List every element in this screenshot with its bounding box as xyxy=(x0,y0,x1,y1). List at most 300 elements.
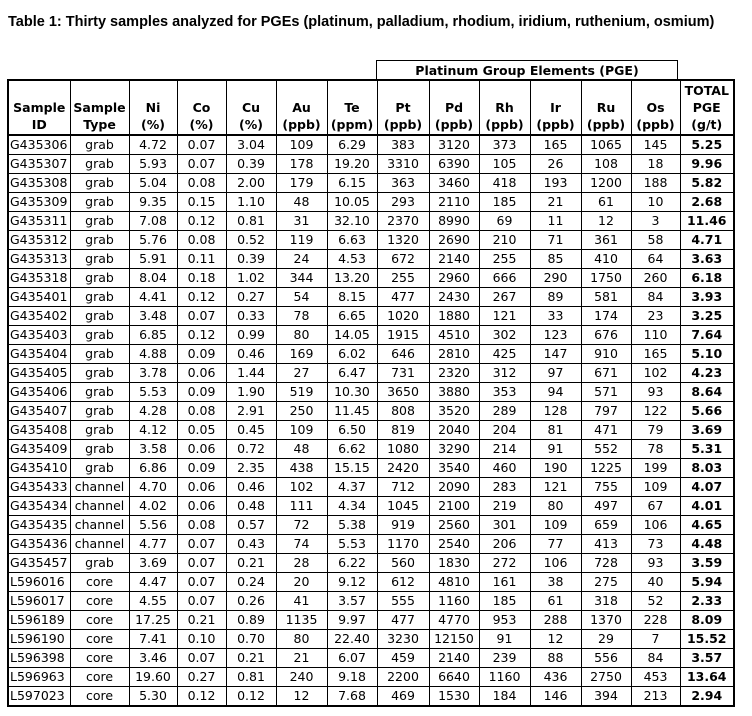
cell-ni: 3.69 xyxy=(129,554,177,573)
cell-total-pge: 2.68 xyxy=(680,193,734,212)
cell-sample-type: channel xyxy=(70,478,129,497)
cell-ru: 174 xyxy=(581,307,631,326)
table-row xyxy=(8,516,734,535)
column-header-line: (ppb) xyxy=(383,117,423,132)
cell-ni: 3.48 xyxy=(129,307,177,326)
cell-ni: 9.35 xyxy=(129,193,177,212)
column-header-line xyxy=(378,82,429,99)
cell-rh: 283 xyxy=(479,478,530,497)
cell-total-pge: 8.09 xyxy=(680,611,734,630)
cell-total-pge: 4.65 xyxy=(680,516,734,535)
cell-co: 0.07 xyxy=(177,554,226,573)
column-header-line xyxy=(71,82,129,99)
cell-ru: 556 xyxy=(581,649,631,668)
cell-os: 110 xyxy=(631,326,680,345)
cell-pt: 363 xyxy=(377,174,429,193)
cell-sample-type: core xyxy=(70,649,129,668)
cell-ru: 108 xyxy=(581,155,631,174)
cell-te: 5.53 xyxy=(327,535,377,554)
cell-cu: 0.70 xyxy=(226,630,276,649)
column-header-os xyxy=(631,80,680,135)
cell-pd: 1160 xyxy=(429,592,479,611)
cell-te: 14.05 xyxy=(327,326,377,345)
cell-rh: 185 xyxy=(479,592,530,611)
column-header-line: (g/t) xyxy=(691,117,723,132)
table-row xyxy=(8,554,734,573)
cell-te: 11.45 xyxy=(327,402,377,421)
cell-au: 178 xyxy=(276,155,327,174)
cell-au: 48 xyxy=(276,193,327,212)
cell-rh: 953 xyxy=(479,611,530,630)
cell-ni: 7.08 xyxy=(129,212,177,231)
cell-pt: 731 xyxy=(377,364,429,383)
cell-pd: 3880 xyxy=(429,383,479,402)
cell-co: 0.07 xyxy=(177,573,226,592)
cell-au: 119 xyxy=(276,231,327,250)
cell-sample-type: grab xyxy=(70,440,129,459)
cell-pt: 255 xyxy=(377,269,429,288)
cell-ir: 81 xyxy=(530,421,581,440)
column-header-te xyxy=(327,80,377,135)
cell-sample-type: grab xyxy=(70,402,129,421)
cell-sample-type: grab xyxy=(70,135,129,155)
cell-ru: 12 xyxy=(581,212,631,231)
cell-sample-type: core xyxy=(70,668,129,687)
cell-total-pge: 13.64 xyxy=(680,668,734,687)
cell-rh: 1160 xyxy=(479,668,530,687)
cell-ni: 17.25 xyxy=(129,611,177,630)
column-header-co xyxy=(177,80,226,135)
cell-ir: 71 xyxy=(530,231,581,250)
cell-ru: 2750 xyxy=(581,668,631,687)
cell-total-pge: 2.33 xyxy=(680,592,734,611)
cell-co: 0.07 xyxy=(177,135,226,155)
cell-sample-id: G435308 xyxy=(8,174,70,193)
cell-cu: 0.39 xyxy=(226,155,276,174)
cell-co: 0.09 xyxy=(177,383,226,402)
cell-te: 32.10 xyxy=(327,212,377,231)
cell-ir: 38 xyxy=(530,573,581,592)
cell-co: 0.06 xyxy=(177,364,226,383)
cell-total-pge: 7.64 xyxy=(680,326,734,345)
cell-ru: 910 xyxy=(581,345,631,364)
cell-co: 0.21 xyxy=(177,611,226,630)
cell-sample-id: G435307 xyxy=(8,155,70,174)
cell-pd: 2430 xyxy=(429,288,479,307)
cell-pt: 477 xyxy=(377,611,429,630)
cell-total-pge: 4.48 xyxy=(680,535,734,554)
table-row xyxy=(8,630,734,649)
cell-ir: 80 xyxy=(530,497,581,516)
cell-os: 122 xyxy=(631,402,680,421)
table-row xyxy=(8,383,734,402)
column-header-line: (%) xyxy=(239,117,263,132)
cell-pt: 819 xyxy=(377,421,429,440)
cell-ir: 128 xyxy=(530,402,581,421)
cell-ni: 5.91 xyxy=(129,250,177,269)
cell-co: 0.10 xyxy=(177,630,226,649)
cell-ni: 4.72 xyxy=(129,135,177,155)
cell-te: 8.15 xyxy=(327,288,377,307)
cell-ir: 85 xyxy=(530,250,581,269)
cell-cu: 0.81 xyxy=(226,212,276,231)
cell-rh: 289 xyxy=(479,402,530,421)
cell-au: 27 xyxy=(276,364,327,383)
cell-te: 7.68 xyxy=(327,687,377,707)
cell-co: 0.12 xyxy=(177,212,226,231)
cell-os: 40 xyxy=(631,573,680,592)
cell-os: 78 xyxy=(631,440,680,459)
cell-au: 179 xyxy=(276,174,327,193)
cell-cu: 0.57 xyxy=(226,516,276,535)
cell-co: 0.06 xyxy=(177,497,226,516)
cell-te: 22.40 xyxy=(327,630,377,649)
column-header-line: (%) xyxy=(189,117,214,132)
cell-total-pge: 11.46 xyxy=(680,212,734,231)
cell-co: 0.08 xyxy=(177,516,226,535)
table-row xyxy=(8,478,734,497)
cell-total-pge: 9.96 xyxy=(680,155,734,174)
cell-os: 10 xyxy=(631,193,680,212)
column-header-total-pge xyxy=(680,80,734,135)
cell-pt: 672 xyxy=(377,250,429,269)
cell-total-pge: 3.59 xyxy=(680,554,734,573)
cell-total-pge: 4.01 xyxy=(680,497,734,516)
cell-pt: 1320 xyxy=(377,231,429,250)
cell-ir: 11 xyxy=(530,212,581,231)
cell-au: 109 xyxy=(276,135,327,155)
cell-co: 0.12 xyxy=(177,326,226,345)
cell-pt: 469 xyxy=(377,687,429,707)
cell-pd: 4510 xyxy=(429,326,479,345)
column-header-line xyxy=(277,82,327,99)
cell-pt: 1045 xyxy=(377,497,429,516)
cell-ni: 4.88 xyxy=(129,345,177,364)
column-header-line: Co xyxy=(192,100,211,115)
cell-ru: 361 xyxy=(581,231,631,250)
column-header-line xyxy=(328,82,377,99)
column-header-line: Ru xyxy=(596,100,616,115)
cell-os: 199 xyxy=(631,459,680,478)
cell-au: 111 xyxy=(276,497,327,516)
cell-cu: 0.48 xyxy=(226,497,276,516)
cell-sample-type: grab xyxy=(70,364,129,383)
cell-sample-id: G435404 xyxy=(8,345,70,364)
column-header-line: (ppb) xyxy=(586,117,626,132)
column-header-line: (ppb) xyxy=(282,117,321,132)
cell-os: 109 xyxy=(631,478,680,497)
cell-rh: 206 xyxy=(479,535,530,554)
cell-ir: 12 xyxy=(530,630,581,649)
column-header-rh xyxy=(479,80,530,135)
table-row xyxy=(8,231,734,250)
cell-co: 0.08 xyxy=(177,174,226,193)
cell-total-pge: 4.71 xyxy=(680,231,734,250)
cell-ir: 109 xyxy=(530,516,581,535)
cell-sample-id: G435403 xyxy=(8,326,70,345)
cell-pt: 2420 xyxy=(377,459,429,478)
column-header-line: Te xyxy=(344,100,360,115)
cell-sample-id: L596398 xyxy=(8,649,70,668)
cell-au: 344 xyxy=(276,269,327,288)
cell-sample-type: grab xyxy=(70,174,129,193)
cell-au: 80 xyxy=(276,630,327,649)
cell-ni: 6.86 xyxy=(129,459,177,478)
cell-co: 0.06 xyxy=(177,440,226,459)
cell-cu: 1.02 xyxy=(226,269,276,288)
cell-total-pge: 15.52 xyxy=(680,630,734,649)
cell-cu: 2.91 xyxy=(226,402,276,421)
cell-ir: 190 xyxy=(530,459,581,478)
cell-os: 84 xyxy=(631,288,680,307)
cell-rh: 272 xyxy=(479,554,530,573)
cell-ir: 94 xyxy=(530,383,581,402)
cell-total-pge: 5.94 xyxy=(680,573,734,592)
cell-rh: 121 xyxy=(479,307,530,326)
cell-os: 165 xyxy=(631,345,680,364)
table-row xyxy=(8,155,734,174)
cell-sample-type: grab xyxy=(70,554,129,573)
cell-pt: 477 xyxy=(377,288,429,307)
cell-te: 6.65 xyxy=(327,307,377,326)
cell-ir: 26 xyxy=(530,155,581,174)
cell-ni: 4.55 xyxy=(129,592,177,611)
cell-pt: 1080 xyxy=(377,440,429,459)
cell-pd: 6640 xyxy=(429,668,479,687)
cell-au: 54 xyxy=(276,288,327,307)
cell-au: 109 xyxy=(276,421,327,440)
cell-os: 73 xyxy=(631,535,680,554)
cell-pt: 293 xyxy=(377,193,429,212)
cell-sample-id: G435313 xyxy=(8,250,70,269)
cell-pd: 12150 xyxy=(429,630,479,649)
cell-sample-type: grab xyxy=(70,155,129,174)
table-row xyxy=(8,459,734,478)
cell-cu: 0.72 xyxy=(226,440,276,459)
cell-os: 58 xyxy=(631,231,680,250)
cell-sample-id: G435312 xyxy=(8,231,70,250)
cell-cu: 0.21 xyxy=(226,554,276,573)
cell-pd: 3120 xyxy=(429,135,479,155)
cell-ni: 4.41 xyxy=(129,288,177,307)
cell-sample-id: G435306 xyxy=(8,135,70,155)
cell-te: 6.15 xyxy=(327,174,377,193)
cell-rh: 301 xyxy=(479,516,530,535)
cell-sample-id: G435405 xyxy=(8,364,70,383)
cell-ru: 497 xyxy=(581,497,631,516)
cell-co: 0.08 xyxy=(177,231,226,250)
column-header-ni xyxy=(129,80,177,135)
cell-cu: 0.46 xyxy=(226,345,276,364)
cell-ru: 410 xyxy=(581,250,631,269)
cell-au: 74 xyxy=(276,535,327,554)
cell-rh: 214 xyxy=(479,440,530,459)
cell-ni: 3.46 xyxy=(129,649,177,668)
cell-pt: 1020 xyxy=(377,307,429,326)
cell-sample-type: grab xyxy=(70,345,129,364)
cell-au: 72 xyxy=(276,516,327,535)
cell-sample-type: core xyxy=(70,687,129,707)
cell-os: 106 xyxy=(631,516,680,535)
cell-pd: 4810 xyxy=(429,573,479,592)
column-header-line: Sample xyxy=(73,100,126,115)
cell-ni: 6.85 xyxy=(129,326,177,345)
cell-pt: 459 xyxy=(377,649,429,668)
column-header-line xyxy=(582,82,631,99)
cell-pt: 1915 xyxy=(377,326,429,345)
column-header-line xyxy=(632,82,680,99)
cell-sample-type: channel xyxy=(70,497,129,516)
cell-ni: 4.77 xyxy=(129,535,177,554)
cell-os: 102 xyxy=(631,364,680,383)
cell-total-pge: 3.69 xyxy=(680,421,734,440)
cell-sample-id: L596017 xyxy=(8,592,70,611)
column-header-line xyxy=(430,82,479,99)
column-header-pd xyxy=(429,80,479,135)
cell-sample-type: grab xyxy=(70,269,129,288)
column-header-line xyxy=(130,82,177,99)
table-row xyxy=(8,649,734,668)
column-header-line: Ni xyxy=(145,100,161,115)
cell-ni: 4.12 xyxy=(129,421,177,440)
cell-sample-id: G435318 xyxy=(8,269,70,288)
cell-rh: 267 xyxy=(479,288,530,307)
cell-te: 9.18 xyxy=(327,668,377,687)
cell-te: 6.29 xyxy=(327,135,377,155)
cell-pd: 2140 xyxy=(429,649,479,668)
cell-pd: 2560 xyxy=(429,516,479,535)
cell-os: 145 xyxy=(631,135,680,155)
cell-cu: 0.45 xyxy=(226,421,276,440)
cell-co: 0.09 xyxy=(177,345,226,364)
cell-rh: 184 xyxy=(479,687,530,707)
cell-te: 19.20 xyxy=(327,155,377,174)
cell-cu: 0.52 xyxy=(226,231,276,250)
table-row xyxy=(8,687,734,707)
cell-cu: 0.33 xyxy=(226,307,276,326)
cell-cu: 0.89 xyxy=(226,611,276,630)
column-header-line xyxy=(9,82,70,99)
cell-ru: 552 xyxy=(581,440,631,459)
cell-te: 3.57 xyxy=(327,592,377,611)
cell-cu: 2.00 xyxy=(226,174,276,193)
cell-rh: 373 xyxy=(479,135,530,155)
cell-co: 0.07 xyxy=(177,592,226,611)
cell-ru: 61 xyxy=(581,193,631,212)
cell-ir: 288 xyxy=(530,611,581,630)
cell-ir: 290 xyxy=(530,269,581,288)
cell-pd: 1880 xyxy=(429,307,479,326)
cell-ni: 4.28 xyxy=(129,402,177,421)
cell-au: 519 xyxy=(276,383,327,402)
column-header-line: (ppb) xyxy=(636,117,675,132)
cell-rh: 239 xyxy=(479,649,530,668)
cell-total-pge: 5.82 xyxy=(680,174,734,193)
table-row xyxy=(8,497,734,516)
cell-rh: 418 xyxy=(479,174,530,193)
cell-rh: 91 xyxy=(479,630,530,649)
cell-co: 0.06 xyxy=(177,478,226,497)
cell-sample-id: G435434 xyxy=(8,497,70,516)
cell-sample-id: L596963 xyxy=(8,668,70,687)
cell-au: 41 xyxy=(276,592,327,611)
cell-te: 15.15 xyxy=(327,459,377,478)
cell-pd: 1830 xyxy=(429,554,479,573)
cell-rh: 204 xyxy=(479,421,530,440)
cell-te: 6.62 xyxy=(327,440,377,459)
cell-total-pge: 3.57 xyxy=(680,649,734,668)
cell-sample-id: L596190 xyxy=(8,630,70,649)
cell-ni: 4.70 xyxy=(129,478,177,497)
cell-pd: 2960 xyxy=(429,269,479,288)
column-header-line: Ir xyxy=(550,100,561,115)
cell-sample-type: grab xyxy=(70,421,129,440)
cell-co: 0.09 xyxy=(177,459,226,478)
cell-pd: 2690 xyxy=(429,231,479,250)
cell-te: 10.05 xyxy=(327,193,377,212)
cell-pd: 4770 xyxy=(429,611,479,630)
cell-te: 6.47 xyxy=(327,364,377,383)
cell-ru: 671 xyxy=(581,364,631,383)
column-header-ir xyxy=(530,80,581,135)
cell-cu: 3.04 xyxy=(226,135,276,155)
cell-os: 93 xyxy=(631,554,680,573)
cell-te: 10.30 xyxy=(327,383,377,402)
cell-rh: 185 xyxy=(479,193,530,212)
cell-sample-id: G435435 xyxy=(8,516,70,535)
column-header-line xyxy=(480,82,530,99)
cell-total-pge: 5.25 xyxy=(680,135,734,155)
cell-cu: 0.81 xyxy=(226,668,276,687)
cell-sample-id: G435309 xyxy=(8,193,70,212)
cell-te: 6.22 xyxy=(327,554,377,573)
cell-rh: 460 xyxy=(479,459,530,478)
column-header-line: Cu xyxy=(241,100,261,115)
cell-ni: 5.93 xyxy=(129,155,177,174)
table-row xyxy=(8,611,734,630)
cell-ir: 147 xyxy=(530,345,581,364)
table-row xyxy=(8,135,734,155)
cell-sample-type: core xyxy=(70,592,129,611)
cell-ni: 4.47 xyxy=(129,573,177,592)
cell-au: 20 xyxy=(276,573,327,592)
cell-rh: 353 xyxy=(479,383,530,402)
column-header-line: Os xyxy=(646,100,665,115)
cell-ru: 571 xyxy=(581,383,631,402)
cell-ir: 123 xyxy=(530,326,581,345)
cell-cu: 0.43 xyxy=(226,535,276,554)
cell-au: 240 xyxy=(276,668,327,687)
cell-sample-id: G435406 xyxy=(8,383,70,402)
cell-te: 6.50 xyxy=(327,421,377,440)
cell-ir: 89 xyxy=(530,288,581,307)
column-header-line: PGE xyxy=(692,100,721,115)
cell-ni: 4.02 xyxy=(129,497,177,516)
cell-pt: 808 xyxy=(377,402,429,421)
cell-rh: 105 xyxy=(479,155,530,174)
cell-ni: 5.53 xyxy=(129,383,177,402)
column-header-au xyxy=(276,80,327,135)
cell-ir: 33 xyxy=(530,307,581,326)
cell-sample-id: G435433 xyxy=(8,478,70,497)
cell-sample-id: G435408 xyxy=(8,421,70,440)
cell-rh: 425 xyxy=(479,345,530,364)
cell-ru: 394 xyxy=(581,687,631,707)
cell-au: 12 xyxy=(276,687,327,707)
cell-au: 250 xyxy=(276,402,327,421)
cell-au: 438 xyxy=(276,459,327,478)
cell-te: 6.02 xyxy=(327,345,377,364)
